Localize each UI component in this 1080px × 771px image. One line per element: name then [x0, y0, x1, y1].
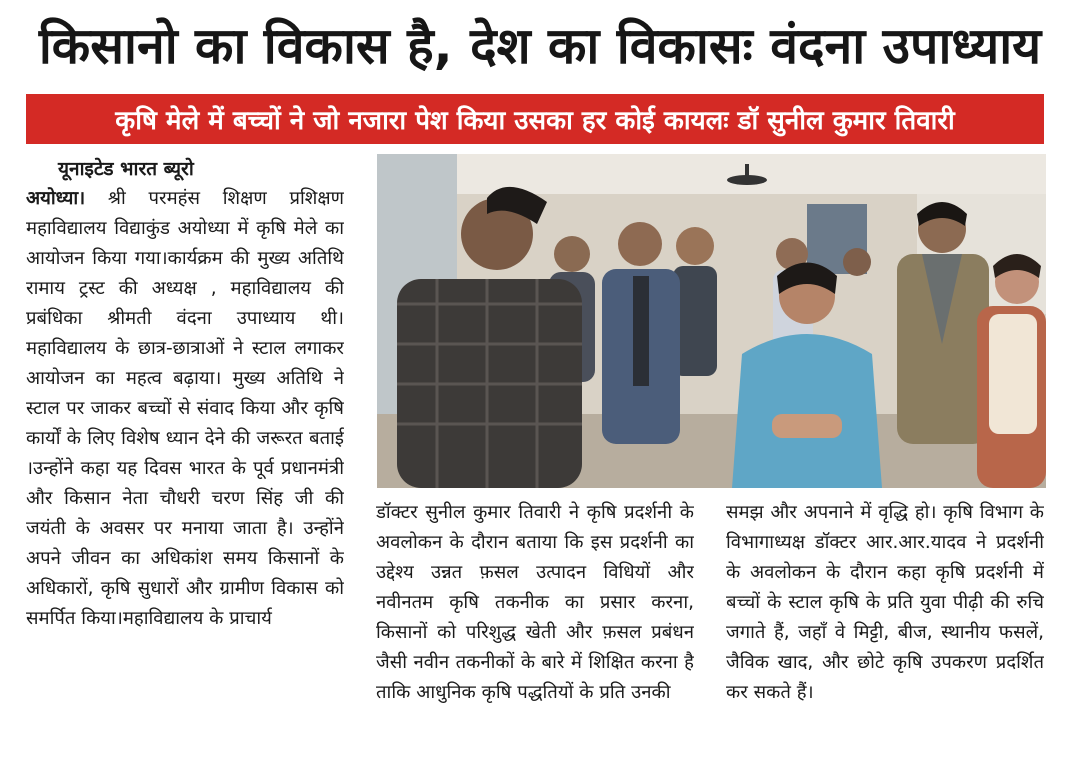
article-column-3 — [726, 498, 1044, 768]
subheadline-text: कृषि मेले में बच्चों ने जो नजारा पेश किया उसका हर कोई कायलः डॉ सुनील कुमार तिवारी — [115, 106, 955, 136]
column-3-text: समझ और अपनाने में वृद्धि हो। कृषि विभाग के विभागाध्यक्ष डॉक्टर आर.आर.यादव ने प्रदर्शनी के अवलोकन के दौरान कहा कृषि प्रदर्शनी में बच्चों के स्टाल कृषि के प्रति युवा पीढ़ी की रुचि जगाते हैं, जहाँ वे मिट्टी, बीज, स्थानीय फसलें, जैविक खाद, और छोटे कृषि उपकरण प्रदर्शित कर सकते हैं। — [726, 502, 1044, 703]
article-column-1 — [26, 154, 344, 766]
headline: किसानो का विकास है, देश का विकासः वंदना उपाध्याय — [38, 17, 1042, 75]
news-photo-illustration — [377, 154, 1046, 488]
column-1-text: श्री परमहंस शिक्षण प्रशिक्षण महाविद्यालय विद्याकुंड अयोध्या में कृषि मेले का आयोजन किया गया।कार्यक्रम की मुख्य अतिथि रामाय ट्रस्ट की अध्यक्ष , महाविद्यालय की प्रबंधिका श्रीमती वंदना उपाध्याय थी। महाविद्यालय के छात्र-छात्राओं ने स्टाल लगाकर आयोजन का महत्व बढ़ाया। मुख्य अतिथि ने स्टाल पर जाकर बच्चों से संवाद किया और कृषि कार्यों के लिए विशेष ध्यान देने की जरूरत बताई ।उन्होंने कहा यह दिवस भारत के पूर्व प्रधानमंत्री और किसान नेता चौधरी चरण सिंह जी की जयंती के अवसर पर मनाया जाता है। उन्होंने अपने जीवन का अधिकांश समय किसानों के अधिकारों, कृषि सुधारों और ग्रामीण विकास को समर्पित किया।महाविद्यालय के प्राचार्य — [26, 188, 344, 629]
news-photo — [377, 154, 1046, 488]
dateline: अयोध्या। — [26, 188, 86, 209]
column-2-text: डॉक्टर सुनील कुमार तिवारी ने कृषि प्रदर्शनी के अवलोकन के दौरान बताया कि इस प्रदर्शनी का उद्देश्य उन्नत फ़सल उत्पादन विधियों और नवीनतम कृषि तकनीक का प्रसार करना, किसानों को परिशुद्ध खेती और फ़सल प्रबंधन जैसी नवीन तकनीकों के बारे में शिक्षित करना है ताकि आधुनिक कृषि पद्धतियों के प्रति उनकी — [376, 502, 694, 703]
article-column-2 — [376, 498, 694, 768]
subheadline-banner — [26, 94, 1044, 144]
byline: यूनाइटेड भारत ब्यूरो — [58, 158, 194, 180]
